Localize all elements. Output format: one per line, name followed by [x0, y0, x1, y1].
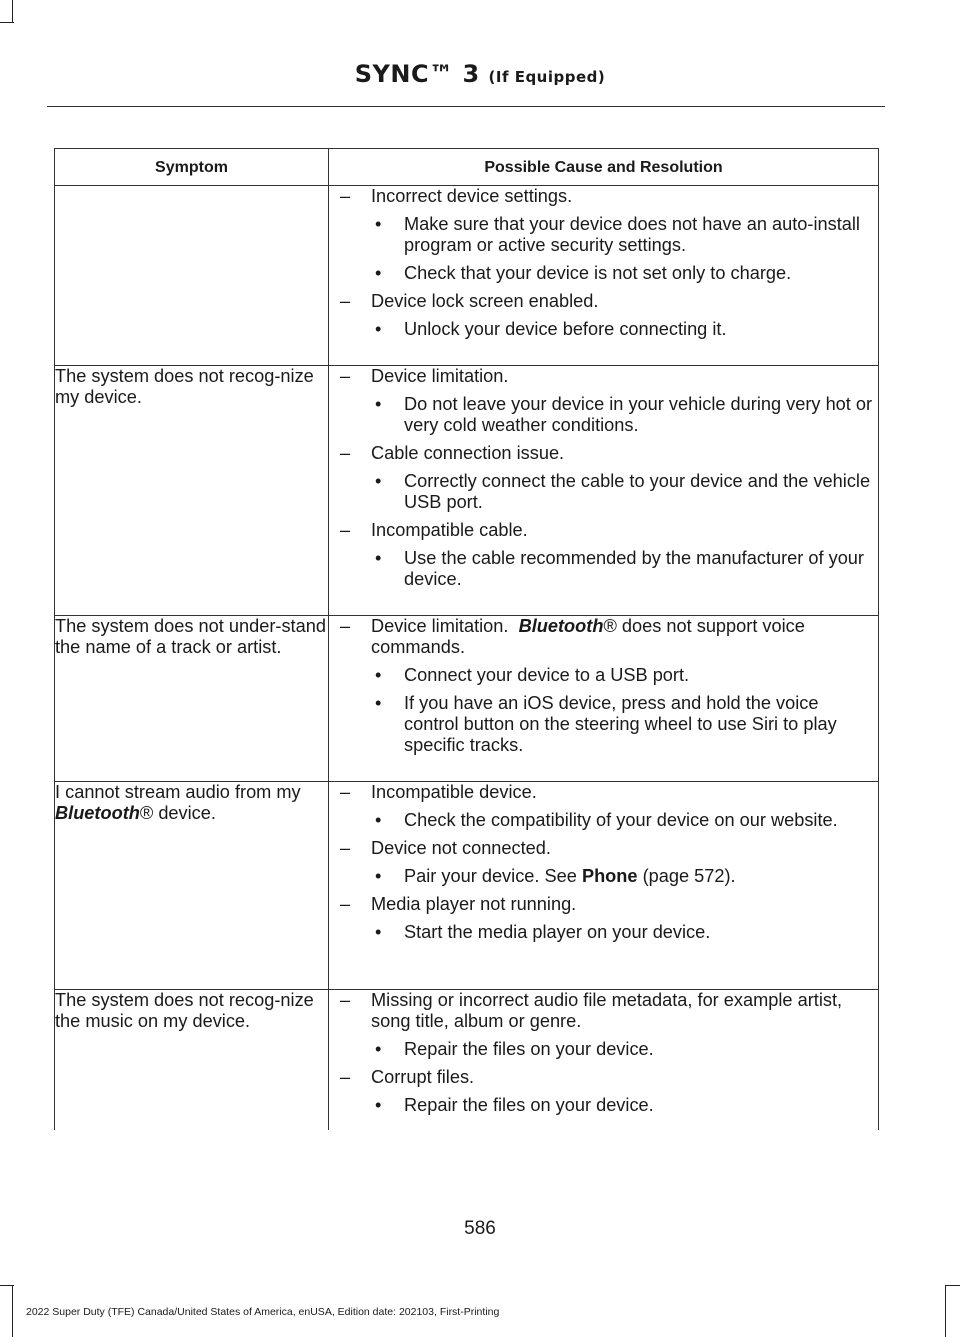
symptom-cell: The system does not under-stand the name of a track or artist. — [55, 616, 329, 782]
fix-item: • Connect your device to a USB port. — [375, 665, 690, 685]
table-row — [55, 366, 879, 616]
crop-mark — [945, 1285, 946, 1337]
cause-item: – Incompatible device. — [340, 782, 537, 802]
fix-item: • If you have an iOS device, press and hold the voice control button on the steering wheel to use Siri to play specific tracks. — [375, 693, 837, 755]
cause-block — [329, 894, 878, 943]
cause-block — [329, 291, 878, 340]
cause-block — [329, 443, 878, 513]
cause-item: – Device not connected. — [340, 838, 551, 858]
cause-block — [329, 990, 878, 1060]
symptom-cell: The system does not recog-nize my device. — [55, 366, 329, 616]
resolution-cell — [329, 616, 879, 782]
cause-block — [329, 366, 878, 436]
fix-item: • Pair your device. See Phone (page 572). — [375, 866, 736, 886]
resolution-cell — [329, 366, 879, 616]
header-divider — [47, 106, 885, 107]
cause-block — [329, 782, 878, 831]
symptom-cell: The system does not recog-nize the music on my device. — [55, 990, 329, 1130]
cause-item: – Device limitation. Bluetooth® does not support voice commands. — [340, 616, 805, 657]
symptom-cell — [55, 186, 329, 366]
cause-block — [329, 520, 878, 590]
page-title — [0, 60, 960, 88]
section-title: SYNC™ 3 — [354, 60, 480, 88]
fix-item: • Correctly connect the cable to your device and the vehicle USB port. — [375, 471, 871, 512]
cause-item: – Incompatible cable. — [340, 520, 528, 540]
fix-item: • Make sure that your device does not have an auto-install program or active security settings. — [375, 214, 860, 255]
table-row — [55, 782, 879, 990]
phone-link[interactable]: Phone — [581, 866, 638, 886]
cause-block — [329, 1067, 878, 1116]
cause-item: – Corrupt files. — [340, 1067, 475, 1087]
table-row — [55, 990, 879, 1130]
fix-item: • Check that your device is not set only to charge. — [375, 263, 792, 283]
cause-item: – Incorrect device settings. — [340, 186, 573, 206]
cause-item: – Missing or incorrect audio file metadata, for example artist, song title, album or genre. — [340, 990, 843, 1031]
crop-mark — [0, 1285, 14, 1286]
troubleshooting-table — [54, 148, 879, 1130]
cause-block — [329, 186, 878, 284]
fix-item: • Check the compatibility of your device on our website. — [375, 810, 838, 830]
fix-item: • Unlock your device before connecting it. — [375, 319, 727, 339]
table-header-row — [55, 149, 879, 186]
resolution-cell — [329, 782, 879, 990]
cause-item: – Cable connection issue. — [340, 443, 565, 463]
cause-block — [329, 838, 878, 887]
fix-item: • Start the media player on your device. — [375, 922, 711, 942]
resolution-cell — [329, 990, 879, 1130]
fix-item: • Repair the files on your device. — [375, 1039, 654, 1059]
page-footer: 2022 Super Duty (TFE) Canada/United States of America, enUSA, Edition date: 202103, First-Printing — [26, 1306, 500, 1318]
crop-mark — [12, 1285, 13, 1337]
fix-item: • Do not leave your device in your vehicle during very hot or very cold weather conditions. — [375, 394, 873, 435]
table-row — [55, 186, 879, 366]
page-number: 586 — [464, 1218, 496, 1239]
crop-mark — [0, 22, 14, 23]
cause-block — [329, 616, 878, 756]
fix-item: • Use the cable recommended by the manufacturer of your device. — [375, 548, 864, 589]
table-row — [55, 616, 879, 782]
cause-item: – Device lock screen enabled. — [340, 291, 599, 311]
section-subtitle: (If Equipped) — [488, 68, 606, 86]
column-header-resolution: Possible Cause and Resolution — [329, 149, 879, 186]
column-header-symptom: Symptom — [55, 149, 329, 186]
cause-item: – Media player not running. — [340, 894, 577, 914]
fix-item: • Repair the files on your device. — [375, 1095, 654, 1115]
symptom-cell: I cannot stream audio from my Bluetooth® device. — [55, 782, 329, 990]
crop-mark — [12, 0, 13, 22]
crop-mark — [945, 1285, 960, 1286]
resolution-cell — [329, 186, 879, 366]
bluetooth-brand: Bluetooth — [518, 616, 604, 636]
cause-item: – Device limitation. — [340, 366, 509, 386]
bluetooth-brand: Bluetooth — [55, 803, 140, 823]
